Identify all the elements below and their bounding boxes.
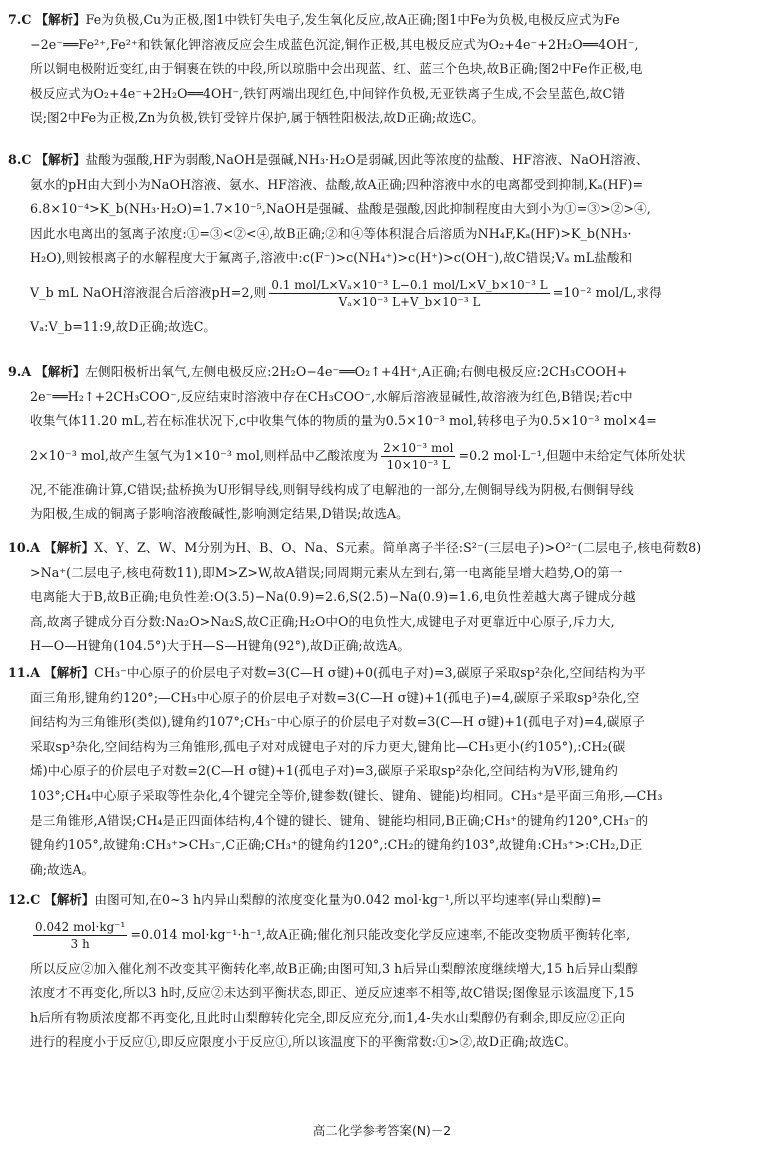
text-line: 电离能大于B,故B正确;电负性差:O(3.5)−Na(0.9)=2.6,S(2.5)−Na(0.9)=1.6,电负性差越大离子键成分越	[30, 589, 636, 605]
text-line: CH₃⁻中心原子的价层电子对数=3(C—H σ键)+0(孤电子对)=3,碳原子采取sp²杂化,空间结构为平	[94, 665, 646, 680]
question-number: 9.	[8, 364, 22, 379]
text-line: 收集气体11.20 mL,若在标准状况下,c中收集气体的物质的量为0.5×10⁻³ mol,转移电子为0.5×10⁻³ mol×4=	[30, 413, 657, 429]
question-number: 8.	[8, 152, 22, 167]
text-line: 烯)中心原子的价层电子对数=2(C—H σ键)+1(孤电子对)=3,碳原子采取sp²杂化,空间结构为V形,键角约	[30, 763, 618, 779]
text-line: 浓度才不再变化,所以3 h时,反应②未达到平衡状态,即正、逆反应速率不相等,故C错误;图像显示该温度下,15	[30, 985, 635, 1001]
question-12	[8, 888, 758, 1055]
text-line: 确;故选A。	[30, 861, 95, 877]
question-number: 7.	[8, 12, 22, 27]
fraction	[269, 278, 549, 309]
text-line: 为阳极,生成的铜离子影响溶液酸碱性,影响测定结果,D错误;故选A。	[30, 506, 409, 522]
formula-line	[8, 913, 758, 957]
answer-letter: A	[30, 665, 41, 680]
question-10	[8, 536, 758, 659]
text-line: 氨水的pH由大到小为NaOH溶液、氨水、HF溶液、盐酸,故A正确;四种溶液中水的电离都受到抑制,Kₐ(HF)=	[30, 176, 644, 192]
fraction	[33, 920, 127, 951]
text-line: 键角约105°,故键角:CH₃⁺>CH₃⁻,C正确;CH₃⁺的键角约120°,:CH₂的键角约103°,故键角:CH₃⁺>:CH₂,D正	[30, 837, 643, 853]
fraction-numerator: 0.1 mol/L×Vₐ×10⁻³ L−0.1 mol/L×V_b×10⁻³ L	[271, 277, 548, 292]
answer-letter: A	[30, 540, 41, 555]
analysis-tag: 【解析】	[35, 12, 86, 27]
formula-suffix: =0.2 mol·L⁻¹,但题中未给定气体所处状	[458, 447, 686, 463]
formula-prefix: 2×10⁻³ mol,故产生氢气为1×10⁻³ mol,则样品中乙酸浓度为	[30, 447, 379, 463]
analysis-tag: 【解析】	[44, 665, 95, 680]
text-line: 极反应式为O₂+4e⁻+2H₂O══4OH⁻,铁钉两端出现红色,中间锌作负极,无亚铁离子生成,不会呈蓝色,故C错	[30, 85, 625, 101]
question-number: 12.	[8, 892, 31, 907]
text-line: 由图可知,在0~3 h内异山梨醇的浓度变化量为0.042 mol·kg⁻¹,所以平均速率(异山梨醇)=	[94, 892, 602, 907]
analysis-tag: 【解析】	[44, 892, 95, 907]
fraction-denominator: Vₐ×10⁻³ L+V_b×10⁻³ L	[338, 294, 481, 309]
text-line: H—O—H键角(104.5°)大于H—S—H键角(92°),故D正确;故选A。	[30, 638, 411, 654]
analysis-tag: 【解析】	[35, 152, 86, 167]
text-line: 盐酸为强酸,HF为弱酸,NaOH是强碱,NH₃·H₂O是弱碱,因此等浓度的盐酸、HF溶液、NaOH溶液、	[85, 152, 649, 167]
formula-line	[8, 434, 758, 478]
fraction-numerator: 0.042 mol·kg⁻¹	[35, 919, 126, 934]
text-line: 高,故离子键成分百分数:Na₂O>Na₂S,故C正确;H₂O中O的电负性大,成键电子对更靠近中心原子,斥力大,	[30, 613, 615, 629]
text-line: 2e⁻══H₂↑+2CH₃COO⁻,反应结束时溶液中存在CH₃COO⁻,水解后溶液显碱性,故溶液为红色,B错误;若c中	[30, 388, 633, 404]
text-line: 采取sp³杂化,空间结构为三角锥形,孤电子对对成键电子对的斥力更大,键角比—CH₃更小(约105°),:CH₂(碳	[30, 738, 626, 754]
formula-line	[8, 271, 758, 315]
fraction-numerator: 2×10⁻³ mol	[383, 440, 454, 455]
text-line: Vₐ:V_b=11:9,故D正确;故选C。	[30, 318, 217, 334]
fraction	[381, 441, 455, 472]
question-8	[8, 148, 758, 340]
question-number: 10.	[8, 540, 31, 555]
text-line: 左侧阳极析出氧气,左侧电极反应:2H₂O−4e⁻══O₂↑+4H⁺,A正确;右侧电极反应:2CH₃COOH+	[85, 364, 628, 379]
formula-suffix: =0.014 mol·kg⁻¹·h⁻¹,故A正确;催化剂只能改变化学反应速率,不能改变物质平衡转化率,	[130, 926, 631, 942]
text-line: 因此水电离出的氢离子浓度:①=③<②<④,故B正确;②和④等体积混合后溶质为NH₄F,Kₐ(HF)>K_b(NH₃·	[30, 225, 632, 241]
text-line: −2e⁻══Fe²⁺,Fe²⁺和铁氰化钾溶液反应会生成蓝色沉淀,铜作正极,其电极反应式为O₂+4e⁻+2H₂O══4OH⁻,	[30, 36, 639, 52]
text-line: 况,不能准确计算,C错误;盐桥换为U形铜导线,则铜导线构成了电解池的一部分,左侧铜导线为阴极,右侧铜导线	[30, 481, 634, 497]
text-line: 面三角形,键角约120°;—CH₃中心原子的价层电子对数=3(C—H σ键)+1(孤电子)=4,碳原子采取sp³杂化,空	[30, 689, 640, 705]
formula-suffix: =10⁻² mol/L,求得	[552, 284, 662, 300]
text-line: 所以铜电极附近变红,由于铜裹在铁的中段,所以琼脂中会出现蓝、红、蓝三个色块,故B正确;图2中Fe作正极,电	[30, 61, 643, 77]
text-line: h后所有物质浓度都不再变化,且此时山梨醇转化完全,即反应充分,而1,4-失水山梨醇仍有剩余,即反应②正向	[30, 1009, 626, 1025]
question-9	[8, 360, 758, 527]
answer-letter: C	[21, 152, 32, 167]
text-line: 是三角锥形,A错误;CH₄是正四面体结构,4个键的键长、键角、键能均相同,B正确;CH₃⁺的键角约120°,CH₃⁻的	[30, 812, 649, 828]
text-line: H₂O),则铵根离子的水解程度大于氟离子,溶液中:c(F⁻)>c(NH₄⁺)>c(H⁺)>c(OH⁻),故C错误;Vₐ mL盐酸和	[30, 250, 633, 266]
text-line: 6.8×10⁻⁴>K_b(NH₃·H₂O)=1.7×10⁻⁵,NaOH是强碱、盐酸是强酸,因此抑制程度由大到小为①=③>②>④,	[30, 201, 651, 217]
text-line: >Na⁺(二层电子,核电荷数11),即M>Z>W,故A错误;同周期元素从左到右,第一电离能呈增大趋势,O的第一	[30, 564, 623, 580]
formula-prefix: V_b mL NaOH溶液混合后溶液pH=2,则	[30, 284, 267, 300]
fraction-denominator: 10×10⁻³ L	[386, 457, 451, 472]
page-footer: 高二化学参考答案(N)－2	[312, 1123, 452, 1138]
text-line: X、Y、Z、W、M分别为H、B、O、Na、S元素。简单离子半径:S²⁻(三层电子)>O²⁻(二层电子,核电荷数8)	[94, 540, 702, 555]
text-line: Fe为负极,Cu为正极,图1中铁钉失电子,发生氧化反应,故A正确;图1中Fe为负极,电极反应式为Fe	[85, 12, 620, 27]
question-7	[8, 8, 758, 131]
text-line: 103°;CH₄中心原子采取等性杂化,4个键完全等价,键参数(键长、键角、键能)均相同。CH₃⁺是平面三角形,—CH₃	[30, 787, 663, 803]
answer-letter: C	[21, 12, 32, 27]
analysis-tag: 【解析】	[44, 540, 95, 555]
question-number: 11.	[8, 665, 31, 680]
text-line: 间结构为三角锥形(类似),键角约107°;CH₃⁻中心原子的价层电子对数=3(C—H σ键)+1(孤电子对)=4,碳原子	[30, 714, 645, 730]
question-11	[8, 661, 758, 882]
analysis-tag: 【解析】	[35, 364, 86, 379]
answer-letter: C	[30, 892, 41, 907]
text-line: 所以反应②加入催化剂不改变其平衡转化率,故B正确;由图可知,3 h后异山梨醇浓度继续增大,15 h后异山梨醇	[30, 960, 639, 976]
text-line: 误;图2中Fe为正极,Zn为负极,铁钉受锌片保护,属于牺牲阳极法,故D正确;故选C。	[30, 110, 485, 126]
answer-letter: A	[21, 364, 32, 379]
fraction-denominator: 3 h	[70, 936, 90, 951]
text-line: 进行的程度小于反应①,即反应限度小于反应①,所以该温度下的平衡常数:①>②,故D正确;故选C。	[30, 1034, 577, 1050]
